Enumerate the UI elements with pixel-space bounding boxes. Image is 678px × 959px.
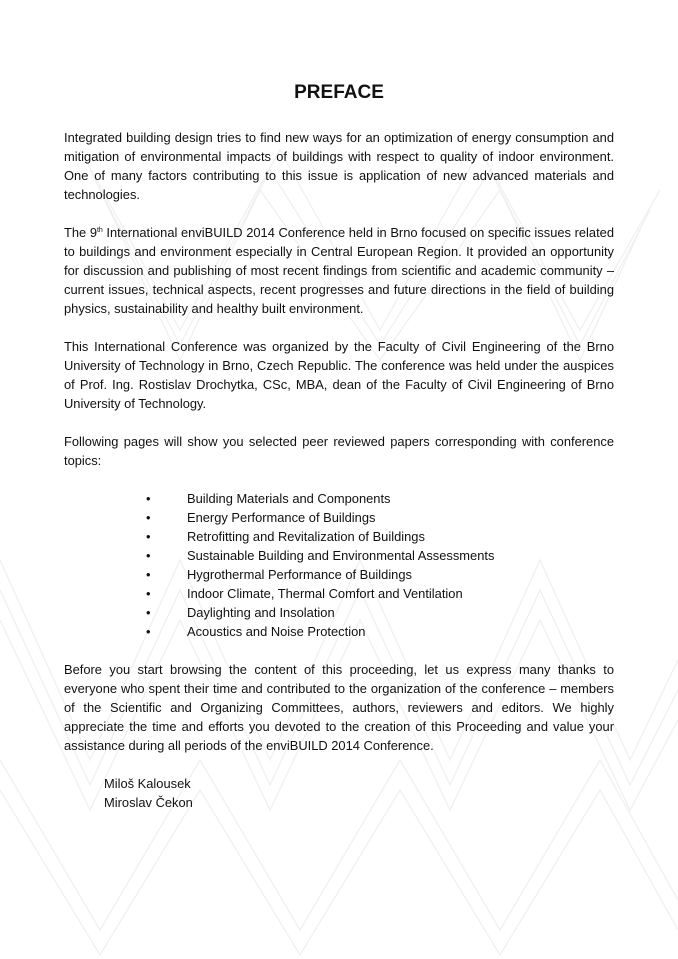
list-item (64, 584, 614, 603)
topic-label: Sustainable Building and Environmental Assessments (187, 548, 495, 563)
topic-label: Retrofitting and Revitalization of Buildings (187, 529, 425, 544)
topic-label: Hygrothermal Performance of Buildings (187, 567, 412, 582)
topic-label: Indoor Climate, Thermal Comfort and Ventilation (187, 586, 463, 601)
topic-label: Acoustics and Noise Protection (187, 624, 366, 639)
preface-page (64, 80, 614, 812)
acknowledgement-paragraph: Before you start browsing the content of this proceeding, let us express many thanks to everyone who spent their time and contributed to the organization of the conference – members of the Scientific and Organizing Committees, authors, reviewers and editors. We highly appreciate the time and efforts you devoted to the creation of this Proceeding and value your assistance during all periods of the enviBUILD 2014 Conference. (64, 662, 614, 753)
list-item (64, 622, 614, 641)
bullet-icon: • (146, 529, 151, 544)
conference-paragraph-rest: International enviBUILD 2014 Conference held in Brno focused on specific issues related to buildings and environment especially in Central European Region. It provided an opportunity for discussion and publishing of most recent findings from scientific and academic community – current issues, technical aspects, recent progresses and future directions in the field of building physics, sustainability and healthy built environment. (64, 225, 614, 316)
list-item (64, 527, 614, 546)
list-item (64, 489, 614, 508)
intro-paragraph: Integrated building design tries to find new ways for an optimization of energy consumption and mitigation of environmental impacts of buildings with respect to quality of indoor environment. One of many factors contributing to this issue is application of new advanced materials and technologies. (64, 130, 614, 202)
list-item (64, 508, 614, 527)
topic-label: Energy Performance of Buildings (187, 510, 376, 525)
bullet-icon: • (146, 605, 151, 620)
list-item (64, 546, 614, 565)
topic-label: Daylighting and Insolation (187, 605, 335, 620)
bullet-icon: • (146, 510, 151, 525)
conference-paragraph-prefix: The 9 (64, 225, 97, 240)
signature-name: Miloš Kalousek (104, 776, 191, 791)
conference-topics-list (64, 489, 614, 641)
signature-name: Miroslav Čekon (104, 795, 193, 810)
organizer-paragraph: This International Conference was organized by the Faculty of Civil Engineering of the Brno University of Technology in Brno, Czech Republic. The conference was held under the auspices of Prof. Ing. Rostislav Drochytka, CSc, MBA, dean of the Faculty of Civil Engineering of Brno University of Technology. (64, 339, 614, 411)
bullet-icon: • (146, 567, 151, 582)
bullet-icon: • (146, 491, 151, 506)
bullet-icon: • (146, 586, 151, 601)
conference-paragraph (64, 223, 614, 318)
list-item (64, 565, 614, 584)
ordinal-suffix: th (96, 227, 103, 234)
signatures (104, 774, 614, 812)
topic-label: Building Materials and Components (187, 491, 391, 506)
page-title: PREFACE (294, 82, 384, 103)
topics-intro-paragraph: Following pages will show you selected peer reviewed papers corresponding with conference topics: (64, 434, 614, 468)
list-item (64, 603, 614, 622)
bullet-icon: • (146, 548, 151, 563)
bullet-icon: • (146, 624, 151, 639)
